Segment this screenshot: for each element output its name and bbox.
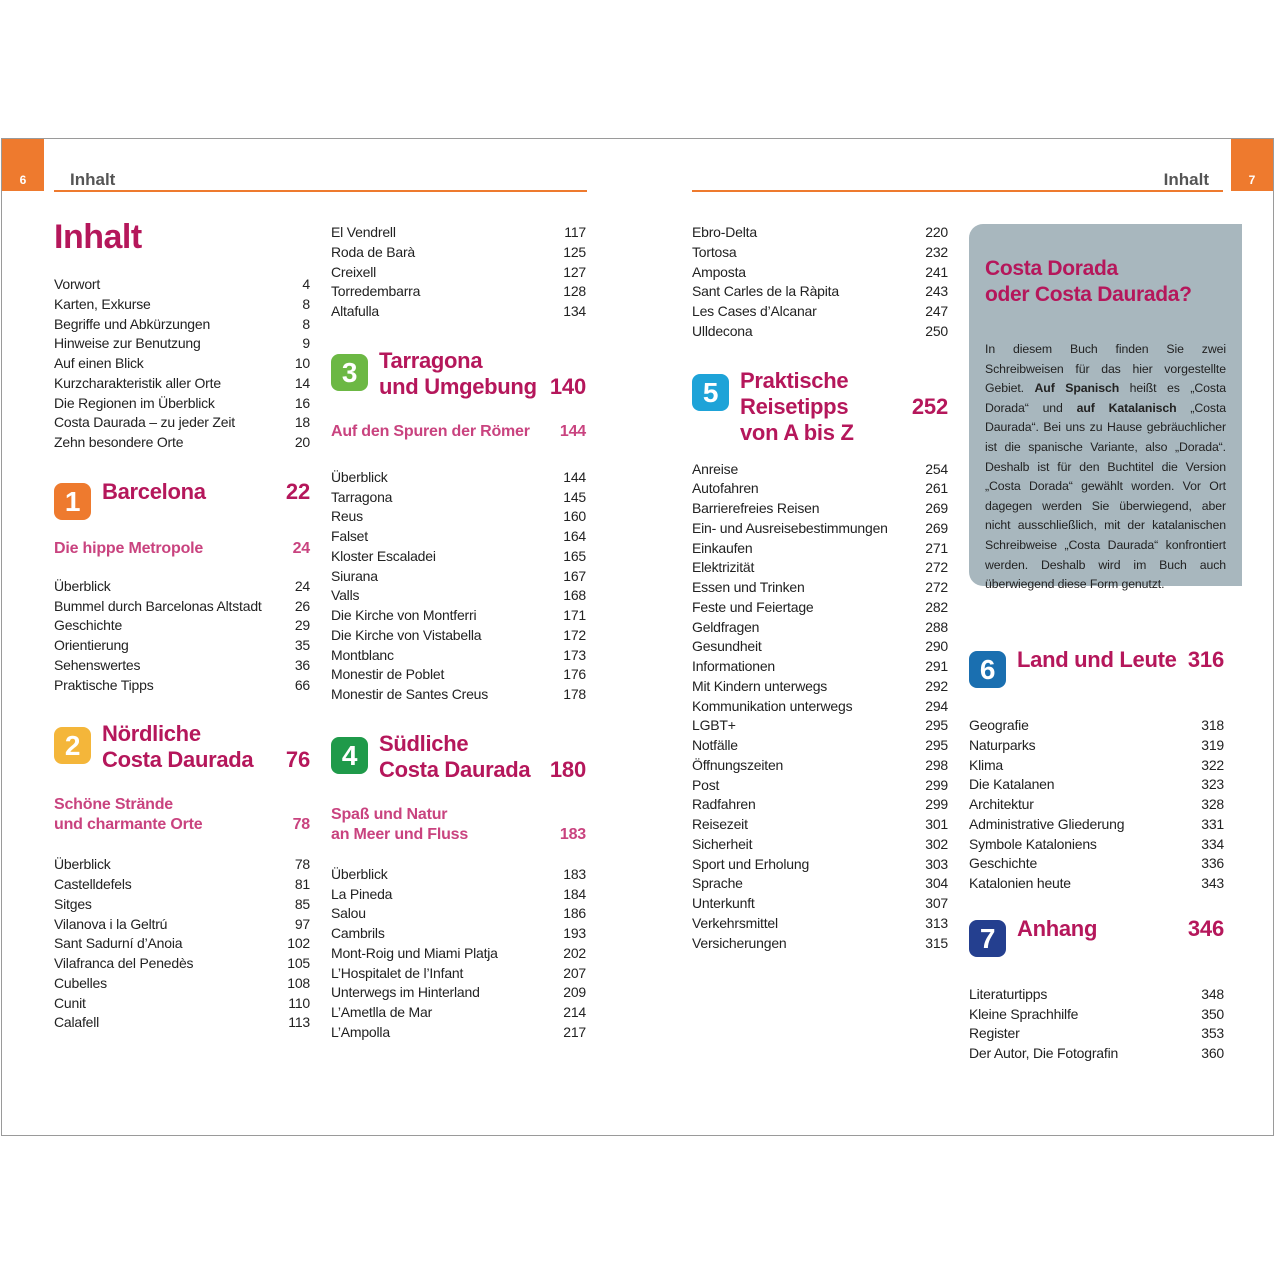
chapter-1-heading[interactable] <box>54 477 310 517</box>
chapter-7-heading[interactable] <box>969 914 1224 954</box>
toc-entry[interactable]: Mont-Roig und Miami Platja 202 <box>331 944 586 961</box>
chapter-3-heading[interactable] <box>331 348 586 400</box>
chapter-6-number-badge: 6 <box>969 651 1006 688</box>
chapter-4-continued-entries <box>692 223 948 342</box>
toc-entry[interactable]: Informationen 291 <box>692 658 948 674</box>
toc-entry[interactable]: Die Regionen im Überblick 16 <box>54 394 310 411</box>
chapter-2-page: 76 <box>285 747 310 773</box>
toc-entry[interactable]: Überblick 78 <box>54 856 310 873</box>
toc-entry[interactable]: Radfahren 299 <box>692 796 948 813</box>
toc-column-2 <box>331 223 586 1043</box>
toc-entry[interactable]: Naturparks 319 <box>969 736 1224 753</box>
toc-entry[interactable]: Register 353 <box>969 1025 1224 1042</box>
chapter-6-page: 316 <box>1187 647 1224 672</box>
toc-entry[interactable]: Geldfragen 288 <box>692 618 948 635</box>
toc-entry[interactable]: Geschichte 29 <box>54 617 310 634</box>
toc-entry[interactable]: Klima 322 <box>969 756 1224 773</box>
chapter-5-title-line-1: Praktische Reisetipps <box>740 367 849 419</box>
toc-entry[interactable]: Anreise 254 <box>692 460 948 477</box>
toc-entry[interactable]: Ebro-Delta 220 <box>692 224 948 240</box>
chapter-3-entries <box>331 468 586 705</box>
toc-entry[interactable]: Mit Kindern unterwegs 292 <box>692 677 948 694</box>
toc-entry[interactable]: Autofahren 261 <box>692 480 948 497</box>
chapter-3-title-line-2: und Umgebung <box>379 373 537 399</box>
toc-entry[interactable]: Altafulla 134 <box>331 303 586 319</box>
toc-entry[interactable]: Monestir de Santes Creus 178 <box>331 686 586 702</box>
intro-list <box>54 275 310 453</box>
toc-entry[interactable]: Gesundheit 290 <box>692 638 948 655</box>
toc-entry[interactable]: Cunit 110 <box>54 994 310 1011</box>
toc-entry[interactable]: Monestir de Poblet 176 <box>331 666 586 683</box>
toc-entry[interactable]: Essen und Trinken 272 <box>692 579 948 595</box>
toc-entry[interactable]: Vorwort 4 <box>54 276 310 292</box>
info-box-title: Costa Dorada oder Costa Daurada? <box>985 257 1192 306</box>
chapter-2-heading[interactable] <box>54 721 310 773</box>
toc-entry[interactable]: Cambrils 193 <box>331 925 586 941</box>
toc-entry[interactable]: Sehenswertes 36 <box>54 656 310 673</box>
toc-entry[interactable]: Calafell 113 <box>54 1014 310 1031</box>
toc-entry[interactable]: Überblick 144 <box>331 468 586 485</box>
toc-entry[interactable]: Katalonien heute 343 <box>969 875 1224 891</box>
left-header-rule <box>54 190 587 192</box>
toc-entry[interactable]: LGBT+ 295 <box>692 717 948 734</box>
chapter-2-title-line-2: Costa Daurada <box>102 747 254 773</box>
chapter-5-number-badge: 5 <box>692 374 729 411</box>
toc-entry[interactable]: Bummel durch Barcelonas Altstadt 26 <box>54 597 310 614</box>
toc-entry[interactable]: Reus 160 <box>331 508 586 525</box>
right-page-number: 7 <box>1248 173 1256 187</box>
toc-entry[interactable]: Torredembarra 128 <box>331 283 586 300</box>
chapter-6-title: Land und Leute <box>1017 647 1177 672</box>
toc-entry[interactable]: Ulldecona 250 <box>692 322 948 339</box>
toc-entry[interactable]: Die Kirche von Vistabella 172 <box>331 626 586 643</box>
chapter-1-number-badge: 1 <box>54 483 91 520</box>
toc-entry[interactable]: Siurana 167 <box>331 567 586 584</box>
toc-entry[interactable]: Überblick 183 <box>331 865 586 882</box>
chapter-5-heading[interactable] <box>692 367 948 445</box>
toc-entry[interactable]: Amposta 241 <box>692 263 948 280</box>
toc-entry[interactable]: L’Ampolla 217 <box>331 1023 586 1040</box>
toc-entry[interactable]: Post 299 <box>692 776 948 793</box>
chapter-1-title: Barcelona <box>102 478 206 504</box>
toc-entry[interactable]: L’Ametlla de Mar 214 <box>331 1004 586 1020</box>
chapter-7-page: 346 <box>1187 915 1224 941</box>
toc-entry[interactable]: La Pineda 184 <box>331 885 586 902</box>
chapter-4-title-line-2: Costa Daurada <box>379 756 531 782</box>
chapter-4-number-badge: 4 <box>331 737 368 774</box>
toc-entry[interactable]: Kloster Escaladei 165 <box>331 547 586 564</box>
toc-entry[interactable]: Unterkunft 307 <box>692 895 948 911</box>
info-box-text: In diesem Buch finden Sie zwei Schreibweisen für das hier vorgestellte Gebiet. Auf Spanisch heißt es „Costa Dorada“ und auf Katalanisch „Costa Daurada“. Bei uns zu Hause gebräuchlicher ist die spanische Variante, also „Dorada“. Deshalb ist für den Buchtitel die Version „Costa Dorada“ gewählt worden. Vor Ort dagegen werden Sie überwiegend, aber nicht ausschließlich, mit der katalanischen Schreibweise „Costa Daurada“ konfrontiert werden. Deshalb wird im Buch auch überwiegend diese Form genutzt. <box>985 342 1227 592</box>
toc-entry[interactable]: Cubelles 108 <box>54 974 310 991</box>
chapter-6-entries <box>969 716 1224 894</box>
chapter-4-entries <box>331 865 586 1043</box>
toc-entry[interactable]: Reisezeit 301 <box>692 816 948 832</box>
toc-entry[interactable]: Barrierefreies Reisen 269 <box>692 500 948 516</box>
chapter-4-title-line-1: Südliche <box>379 730 469 756</box>
chapter-2-subtitle[interactable]: Schöne Strände und charmante Orte 78 <box>54 796 310 834</box>
toc-entry[interactable]: Sprache 304 <box>692 875 948 892</box>
toc-entry[interactable]: Die Katalanen 323 <box>969 776 1224 793</box>
chapter-1-subtitle[interactable]: Die hippe Metropole 24 <box>54 539 310 557</box>
chapter-3-page: 140 <box>549 373 586 399</box>
toc-entry[interactable]: Elektrizität 272 <box>692 559 948 576</box>
chapter-1-entries <box>54 577 310 696</box>
toc-entry[interactable]: Karten, Exkurse 8 <box>54 295 310 312</box>
toc-entry[interactable]: Überblick 24 <box>54 577 310 594</box>
toc-entry[interactable]: Sitges 85 <box>54 895 310 912</box>
toc-entry[interactable]: Administrative Gliederung 331 <box>969 815 1224 832</box>
chapter-5-page: 252 <box>911 393 948 419</box>
chapter-2-entries <box>54 855 310 1033</box>
toc-entry[interactable]: Montblanc 173 <box>331 646 586 663</box>
chapter-3-number-badge: 3 <box>331 354 368 391</box>
left-page-number: 6 <box>19 173 27 187</box>
chapter-4-heading[interactable] <box>331 731 586 783</box>
chapter-2-number-badge: 2 <box>54 727 91 764</box>
chapter-2-continued-entries <box>331 223 586 322</box>
book-spread <box>1 138 1274 1136</box>
toc-entry[interactable]: El Vendrell 117 <box>331 224 586 240</box>
chapter-7-entries <box>969 985 1224 1064</box>
toc-entry[interactable]: L’Hospitalet de l’Infant 207 <box>331 964 586 981</box>
toc-column-3 <box>692 223 948 953</box>
toc-entry[interactable]: Kurzcharakteristik aller Orte 14 <box>54 374 310 391</box>
chapter-4-page: 180 <box>549 756 586 782</box>
toc-entry[interactable]: Begriffe und Abkürzungen 8 <box>54 315 310 332</box>
toc-entry[interactable]: Der Autor, Die Fotografin 360 <box>969 1045 1224 1061</box>
toc-entry[interactable]: Symbole Kataloniens 334 <box>969 835 1224 852</box>
toc-entry[interactable]: Costa Daurada – zu jeder Zeit 18 <box>54 414 310 431</box>
toc-entry[interactable]: Auf einen Blick 10 <box>54 355 310 371</box>
toc-entry[interactable]: Orientierung 35 <box>54 637 310 653</box>
toc-entry[interactable]: Castelldefels 81 <box>54 876 310 892</box>
toc-entry[interactable]: Tarragona 145 <box>331 488 586 505</box>
chapter-3-subtitle[interactable]: Auf den Spuren der Römer 144 <box>331 422 586 440</box>
toc-entry[interactable]: Vilafranca del Penedès 105 <box>54 955 310 971</box>
chapter-7-title: Anhang <box>1017 915 1098 941</box>
toc-entry[interactable]: Verkehrsmittel 313 <box>692 914 948 931</box>
chapter-5-entries <box>692 460 948 954</box>
toc-entry[interactable]: Sport und Erholung 303 <box>692 855 948 872</box>
toc-entry[interactable]: Die Kirche von Montferri 171 <box>331 607 586 623</box>
toc-entry[interactable]: Sant Sadurní d’Anoia 102 <box>54 935 310 952</box>
toc-entry[interactable]: Unterwegs im Hinterland 209 <box>331 984 586 1001</box>
toc-entry[interactable]: Falset 164 <box>331 528 586 544</box>
chapter-5-title-line-2: von A bis Z <box>740 419 854 445</box>
chapter-2-title-line-1: Nördliche <box>102 721 201 747</box>
toc-entry[interactable]: Praktische Tipps 66 <box>54 676 310 693</box>
chapter-3-title-line-1: Tarragona <box>379 347 483 373</box>
toc-entry[interactable]: Öffnungszeiten 298 <box>692 756 948 773</box>
right-page-number-tab <box>1231 139 1273 191</box>
toc-entry[interactable]: Roda de Barà 125 <box>331 243 586 260</box>
toc-entry[interactable]: Tortosa 232 <box>692 243 948 260</box>
toc-entry[interactable]: Versicherungen 315 <box>692 934 948 951</box>
toc-entry[interactable]: Geografie 318 <box>969 717 1224 733</box>
toc-entry[interactable]: Feste und Feiertage 282 <box>692 598 948 615</box>
right-running-head: Inhalt <box>1163 170 1209 189</box>
toc-entry[interactable]: Les Cases d’Alcanar 247 <box>692 303 948 319</box>
toc-column-4 <box>969 639 1224 1064</box>
toc-entry[interactable]: Zehn besondere Orte 20 <box>54 434 310 450</box>
left-page-number-tab <box>2 139 44 191</box>
toc-entry[interactable]: Hinweise zur Benutzung 9 <box>54 335 310 352</box>
toc-entry[interactable]: Ein- und Ausreisebestimmungen 269 <box>692 519 948 536</box>
right-header-rule <box>692 190 1223 192</box>
toc-entry[interactable]: Vilanova i la Geltrú 97 <box>54 915 310 932</box>
toc-entry[interactable]: Sicherheit 302 <box>692 835 948 852</box>
chapter-1-page: 22 <box>285 478 310 504</box>
toc-entry[interactable]: Kleine Sprachhilfe 350 <box>969 1005 1224 1022</box>
toc-entry[interactable]: Literaturtipps 348 <box>969 985 1224 1002</box>
toc-entry[interactable]: Einkaufen 271 <box>692 539 948 556</box>
chapter-7-number-badge: 7 <box>969 920 1006 957</box>
left-running-head: Inhalt <box>70 170 116 189</box>
toc-entry[interactable]: Sant Carles de la Ràpita 243 <box>692 283 948 300</box>
info-box <box>969 224 1242 592</box>
chapter-4-subtitle[interactable]: Spaß und Natur an Meer und Fluss 183 <box>331 805 586 843</box>
toc-entry[interactable]: Notfälle 295 <box>692 737 948 753</box>
toc-entry[interactable]: Geschichte 336 <box>969 855 1224 872</box>
toc-entry[interactable]: Salou 186 <box>331 905 586 922</box>
toc-entry[interactable]: Architektur 328 <box>969 796 1224 812</box>
toc-entry[interactable]: Kommunikation unterwegs 294 <box>692 697 948 714</box>
page-title: Inhalt <box>54 218 142 256</box>
toc-entry[interactable]: Creixell 127 <box>331 263 586 280</box>
toc-column-1 <box>54 217 310 1033</box>
toc-entry[interactable]: Valls 168 <box>331 587 586 604</box>
chapter-6-heading[interactable] <box>969 645 1224 685</box>
